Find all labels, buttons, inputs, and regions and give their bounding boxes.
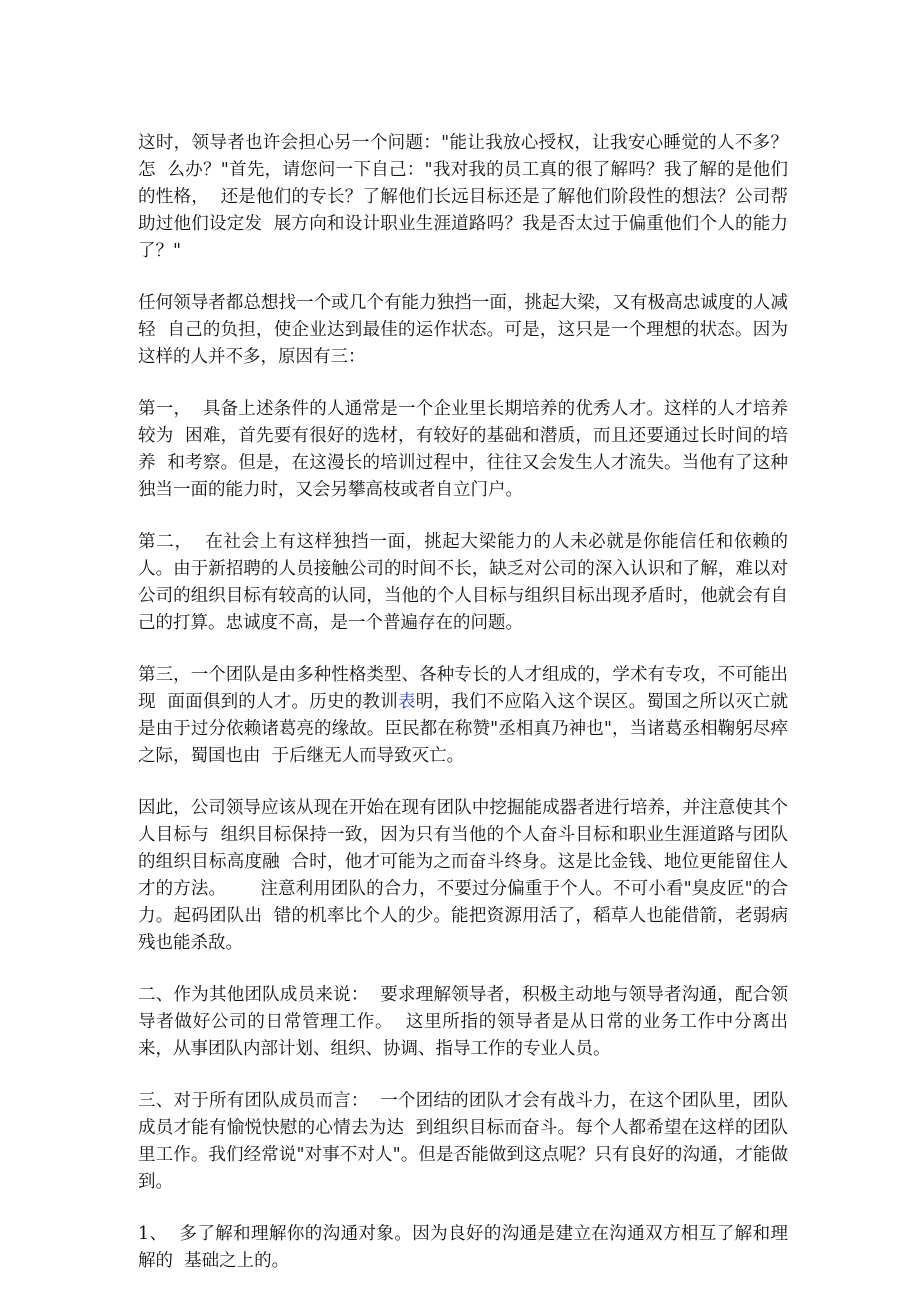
paragraph-2: 任何领导者都总想找一个或几个有能力独挡一面，挑起大梁，又有极高忠诚度的人减轻 自己的负担，使企业达到最佳的运作状态。可是，这只是一个理想的状态。因为这样的人并不多，原因有三： [138,293,788,367]
paragraph-6: 因此，公司领导应该从现在开始在现有团队中挖掘能成器者进行培养，并注意使其个人目标与 组织目标保持一致，因为只有当他的个人奋斗目标和职业生涯道路与团队的组织目标高度融 合时，他才可能为之而奋斗终身。这是比金钱、地位更能留住人才的方法。 注意利用团队的合力，不要过分偏重于个人。不可小看"臭皮匠"的合力。起码团队出 错的机率比个人的少。能把资源用活了，稻草人也能借箭，老弱病残也能杀敌。 [138,798,788,953]
paragraph-1: 这时，领导者也许会担心另一个问题："能让我放心授权，让我安心睡觉的人不多？怎 么办？"首先，请您问一下自己："我对我的员工真的很了解吗？我了解的是他们的性格， 还是他们的专长？了解他们长远目标还是了解他们阶段性的想法？公司帮助过他们设定发 展方向和设计职业生涯道路吗？我是否太过于偏重他们个人的能力了？" [138,133,788,261]
paragraph-5-text-before: 第三，一个团队是由多种性格类型、各种专长的人才组成的，学术有专攻，不可能出现 面面俱到的人才。历史的教训 [138,665,788,712]
paragraph-5 [138,662,788,770]
document-body [138,130,800,1300]
paragraph-7: 二、作为其他团队成员来说： 要求理解领导者，积极主动地与领导者沟通，配合领导者做好公司的日常管理工作。 这里所指的领导者是从日常的业务工作中分离出来，从事团队内部计划、组织、协调、指导工作的专业人员。 [138,985,788,1059]
paragraph-3: 第一， 具备上述条件的人通常是一个企业里长期培养的优秀人才。这样的人才培养较为 困难，首先要有很好的选材，有较好的基础和潜质，而且还要通过长时间的培养 和考察。但是，在这漫长的培训过程中，往往又会发生人才流失。当他有了这种 独当一面的能力时，又会另攀高枝或者自立门户。 [138,399,800,500]
paragraph-4: 第二， 在社会上有这样独挡一面，挑起大梁能力的人未必就是你能信任和依赖的人。由于新招聘的人员接触公司的时间不长，缺乏对公司的深入认识和了解，难以对公司的组织目标有较高的认同，当他的个人目标与组织目标出现矛盾时，他就会有自己的打算。忠诚度不高，是一个普遍存在的问题。 [138,532,788,633]
paragraph-9: 1、 多了解和理解你的沟通对象。因为良好的沟通是建立在沟通双方相互了解和理解的 基础之上的。 [138,1224,788,1271]
paragraph-5-text-after: 明，我们不应陷入这个误区。蜀国之所以灭亡就是由于过分依赖诸葛亮的缘故。臣民都在称赞"丞相真乃神也"，当诸葛丞相鞠躬尽瘁之际，蜀国也由 于后继无人而导致灭亡。 [138,692,789,766]
paragraph-8: 三、对于所有团队成员而言： 一个团结的团队才会有战斗力，在这个团队里，团队成员才能有愉悦快慰的心情去为达 到组织目标而奋斗。每个人都希望在这样的团队里工作。我们经常说"对事不对人"。但是否能做到这点呢？只有良好的沟通，才能做到。 [138,1091,788,1192]
inline-link[interactable]: 表 [397,692,416,712]
